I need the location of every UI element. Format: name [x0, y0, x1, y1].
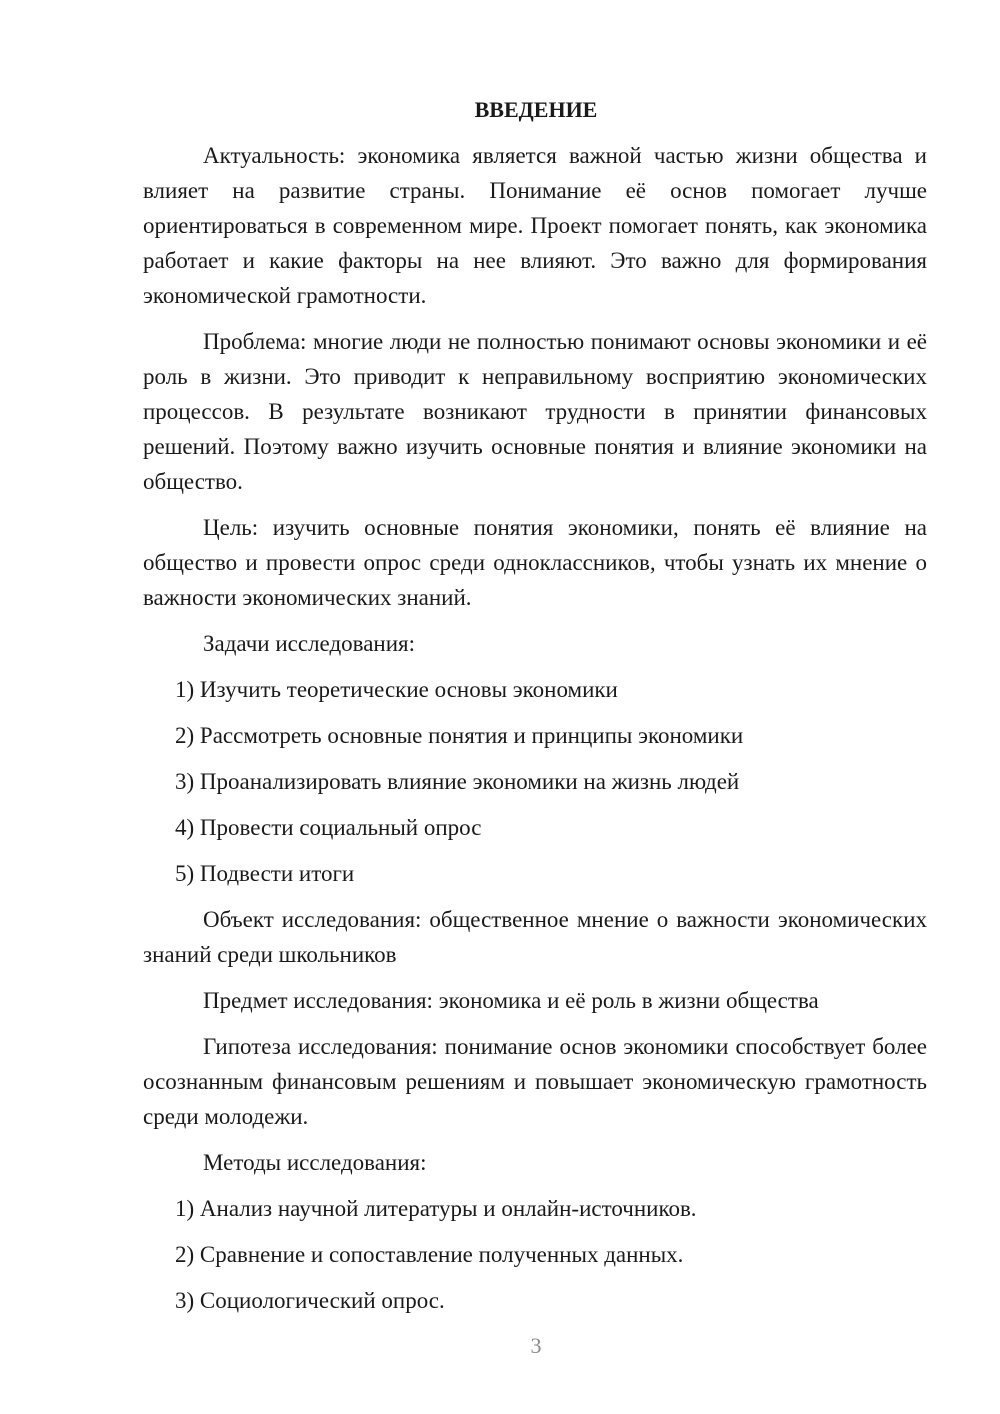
subject-paragraph: Предмет исследования: экономика и её роль в жизни общества [203, 988, 819, 1013]
list-item: 5) Подвести итоги [175, 861, 355, 886]
relevance-paragraph: Актуальность: экономика является важной частью жизни общества и влияет на развитие страны. Понимание её основ помогает лучше ориентироваться в современном мире. Проект помогает понять, как экономика работает и какие факторы на нее влияют. Это важно для формирования экономической грамотности. [143, 143, 927, 308]
list-item: 1) Анализ научной литературы и онлайн-источников. [175, 1196, 697, 1221]
list-item: 3) Проанализировать влияние экономики на жизнь людей [175, 769, 740, 794]
tasks-list [143, 672, 927, 891]
hypothesis-paragraph: Гипотеза исследования: понимание основ экономики способствует более осознанным финансовым решениям и повышает экономическую грамотность среди молодежи. [143, 1034, 927, 1129]
list-item: 4) Провести социальный опрос [175, 815, 482, 840]
object-paragraph: Объект исследования: общественное мнение о важности экономических знаний среди школьников [143, 907, 927, 967]
methods-list [143, 1191, 927, 1318]
page-title: ВВЕДЕНИЕ [474, 97, 598, 122]
list-item: 2) Рассмотреть основные понятия и принципы экономики [175, 723, 744, 748]
list-item: 3) Социологический опрос. [175, 1288, 445, 1313]
problem-paragraph: Проблема: многие люди не полностью понимают основы экономики и её роль в жизни. Это приводит к неправильному восприятию экономических процессов. В результате возникают трудности в принятии финансовых решений. Поэтому важно изучить основные понятия и влияние экономики на общество. [143, 329, 927, 494]
list-item: 2) Сравнение и сопоставление полученных данных. [175, 1242, 684, 1267]
page-number: 3 [530, 1333, 542, 1358]
list-item: 1) Изучить теоретические основы экономики [175, 677, 618, 702]
goal-paragraph: Цель: изучить основные понятия экономики, понять её влияние на общество и провести опрос среди одноклассников, чтобы узнать их мнение о важности экономических знаний. [143, 515, 927, 610]
document-page [143, 92, 927, 1329]
tasks-label: Задачи исследования: [203, 631, 416, 656]
methods-label: Методы исследования: [203, 1150, 427, 1175]
